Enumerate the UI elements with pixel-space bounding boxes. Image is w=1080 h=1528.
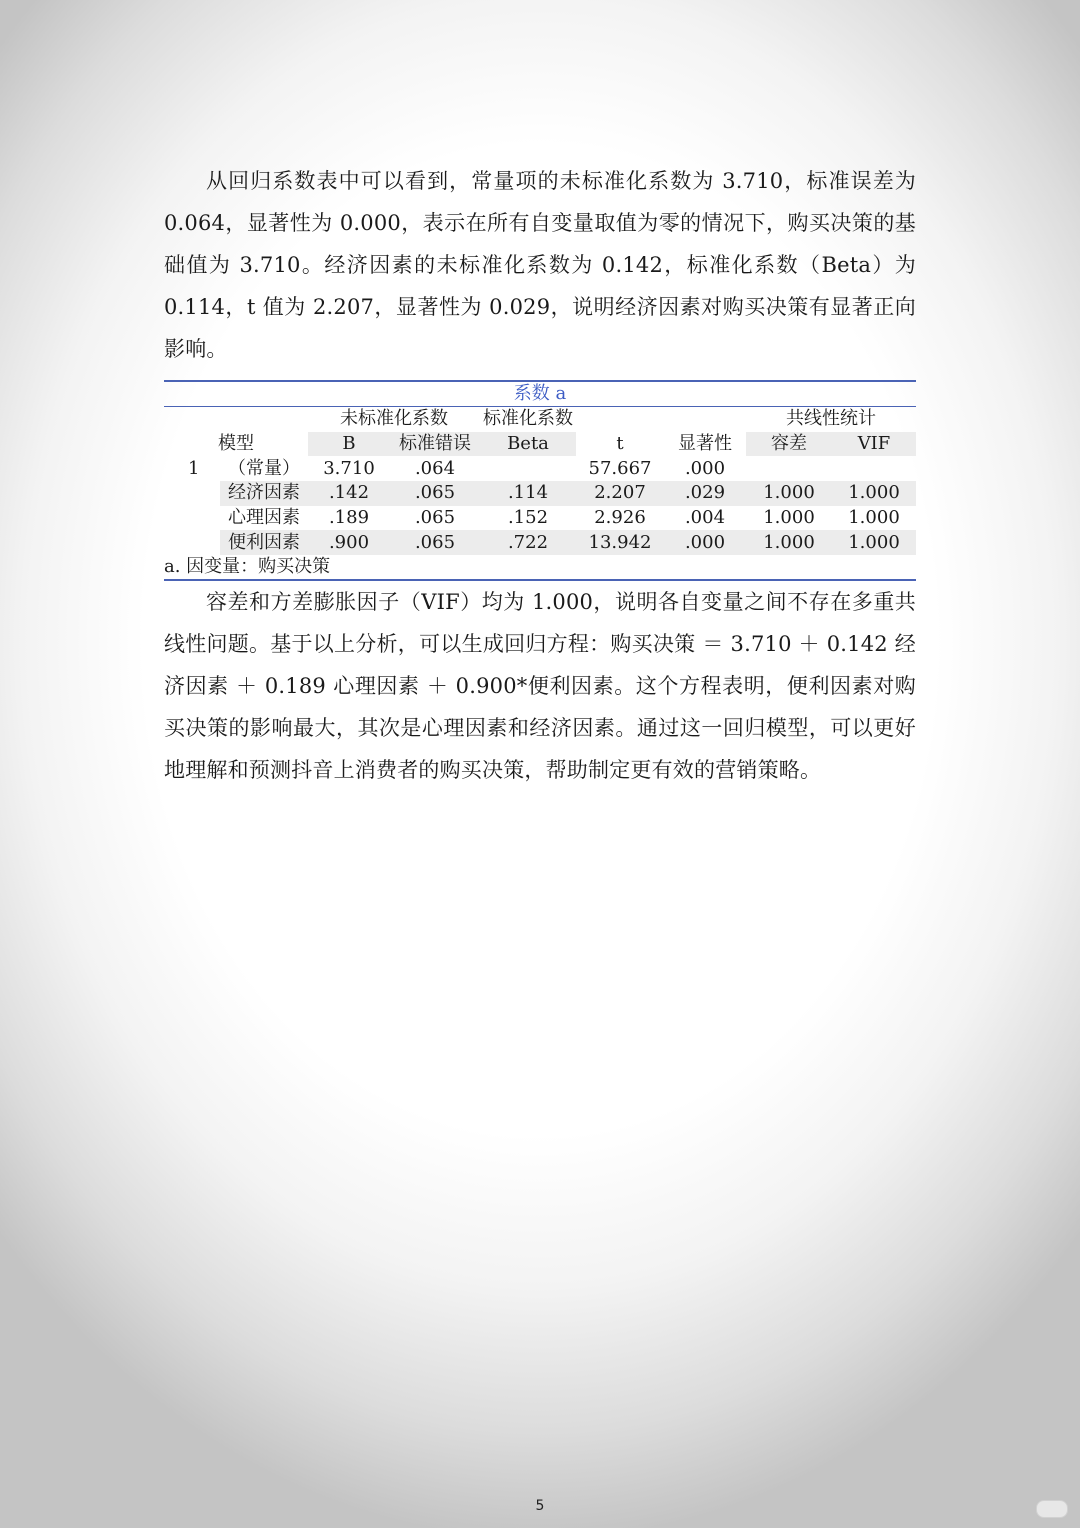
cell-tolerance [746,456,832,481]
header-se: 标准错误 [390,432,480,457]
cell-b: .189 [328,507,370,529]
cell-beta: .152 [507,507,549,529]
table-row [164,530,916,555]
cell-vif: 1.000 [832,530,916,555]
cell-beta: .722 [480,530,576,555]
header-model: 模型 [218,433,254,455]
column-header-row [164,432,916,457]
cell-tolerance: 1.000 [746,530,832,555]
table-row [164,481,916,506]
cell-tolerance: 1.000 [746,481,832,506]
group-header-row [164,407,916,432]
cell-vif [832,456,916,481]
row-model-number [164,530,220,555]
table-row [164,506,916,531]
page-content [164,160,916,791]
table-bottom-rule [164,579,916,581]
header-vif: VIF [832,432,916,457]
cell-se: .065 [414,507,456,529]
header-b: B [308,432,390,457]
cell-se: .064 [414,457,456,479]
table-row [164,456,916,481]
cell-sig: .004 [684,507,726,529]
cell-se: .065 [390,481,480,506]
cell-vif: 1.000 [848,507,900,529]
cell-tolerance: 1.000 [763,507,815,529]
coefficients-grid [164,407,916,555]
row-model-number: 1 [188,457,200,479]
table-title: 系数 a [164,382,916,407]
cell-t: 57.667 [588,457,652,479]
cell-sig: .000 [684,457,726,479]
header-sig: 显著性 [678,433,732,455]
cell-b: .142 [308,481,390,506]
header-unstandardized: 未标准化系数 [340,408,448,430]
row-model-number [164,481,220,506]
cell-se: .065 [390,530,480,555]
row-name: 心理因素 [228,507,300,529]
cell-beta [480,456,576,481]
cell-sig: .029 [664,481,746,506]
header-tolerance: 容差 [746,432,832,457]
cell-t: 2.207 [576,481,664,506]
cell-beta: .114 [480,481,576,506]
coefficients-table [164,380,916,581]
header-beta: Beta [480,432,576,457]
row-name: 便利因素 [220,530,308,555]
page-number: 5 [535,1498,545,1514]
row-model-number [164,506,220,531]
row-name: （常量） [228,457,300,479]
paragraph-regression-intro: 从回归系数表中可以看到，常量项的未标准化系数为 3.710，标准误差为 0.064，显著性为 0.000，表示在所有自变量取值为零的情况下，购买决策的基础值为 3.710。经济因素的未标准化系数为 0.142，标准化系数（Beta）为 0.114，t 值为 2.207，显著性为 0.029，说明经济因素对购买决策有显著正向影响。 [164,169,916,361]
cell-t: 2.926 [594,507,646,529]
header-t: t [616,433,624,455]
watermark-badge [1036,1500,1068,1518]
cell-sig: .000 [664,530,746,555]
cell-t: 13.942 [576,530,664,555]
cell-b: .900 [308,530,390,555]
header-collinearity: 共线性统计 [786,408,876,430]
table-footnote: a. 因变量：购买决策 [164,556,331,578]
header-standardized: 标准化系数 [483,408,573,430]
paragraph-regression-conclusion: 容差和方差膨胀因子（VIF）均为 1.000，说明各自变量之间不存在多重共线性问题。基于以上分析，可以生成回归方程：购买决策 ＝ 3.710 ＋ 0.142 经济因素 ＋ 0.189 心理因素 ＋ 0.900*便利因素。这个方程表明，便利因素对购买决策的影响最大，其次是心理因素和经济因素。通过这一回归模型，可以更好地理解和预测抖音上消费者的购买决策，帮助制定更有效的营销策略。 [164,590,916,783]
cell-b: 3.710 [323,457,375,479]
cell-vif: 1.000 [832,481,916,506]
row-name: 经济因素 [220,481,308,506]
